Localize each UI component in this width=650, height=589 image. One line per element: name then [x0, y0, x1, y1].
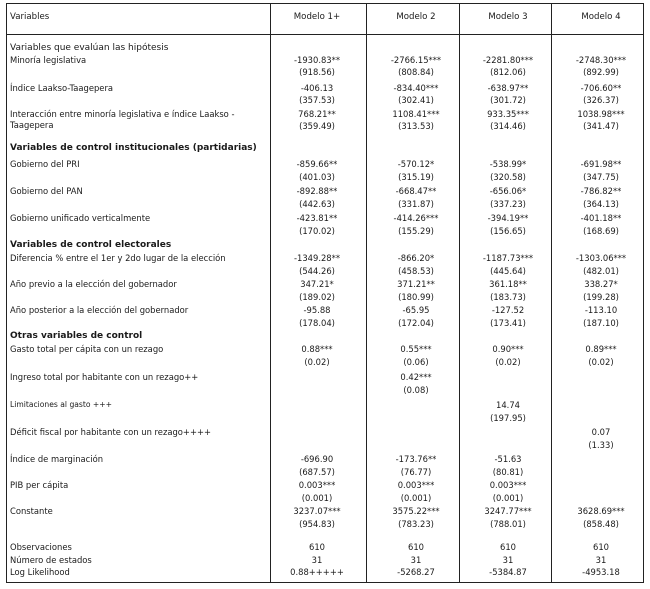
coef-cell: -668.47** — [395, 186, 437, 196]
coef-cell: 3628.69*** — [577, 506, 625, 516]
coef-cell: 933.35*** — [487, 109, 529, 119]
se-cell: (1.33) — [588, 440, 614, 450]
row-label: Limitaciones al gasto +++ — [10, 400, 112, 409]
se-cell: (0.08) — [403, 385, 429, 395]
coef-cell: 3237.07*** — [293, 506, 341, 516]
se-cell: (544.26) — [299, 266, 335, 276]
coef-cell: -423.81** — [296, 213, 338, 223]
stat-cell: 0.88+++++ — [290, 567, 344, 577]
coef-cell: 347.21* — [300, 279, 334, 289]
header-variables: Variables — [10, 12, 50, 22]
row-label: Constante — [10, 506, 53, 516]
coef-cell: -638.97** — [487, 83, 529, 93]
se-cell: (918.56) — [299, 67, 335, 77]
se-cell: (347.75) — [583, 172, 619, 182]
se-cell: (0.001) — [492, 493, 524, 503]
coef-cell: 1108.41*** — [392, 109, 440, 119]
coef-cell: 338.27* — [584, 279, 618, 289]
section-hypotheses: Variables que evalúan las hipótesis — [10, 43, 169, 53]
row-label: Gasto total per cápita con un rezago — [10, 344, 164, 354]
coef-cell: -691.98** — [580, 159, 622, 169]
se-cell: (178.04) — [299, 318, 335, 328]
se-cell: (783.23) — [398, 519, 434, 529]
header-model-2: Modelo 2 — [396, 12, 436, 22]
row-label: Gobierno del PAN — [10, 186, 83, 196]
coef-cell: 3247.77*** — [484, 506, 532, 516]
coef-cell: -1930.83** — [293, 55, 341, 65]
se-cell: (0.02) — [495, 357, 521, 367]
coef-cell: 0.89*** — [585, 344, 617, 354]
coef-cell: -2766.15*** — [390, 55, 442, 65]
coef-cell: -1349.28** — [293, 253, 341, 263]
stat-label: Log Likelihood — [10, 567, 70, 577]
coef-cell: 0.88*** — [301, 344, 333, 354]
row-label: Diferencia % entre el 1er y 2do lugar de la elección — [10, 253, 226, 263]
se-cell: (445.64) — [490, 266, 526, 276]
col-divider-4 — [551, 3, 552, 583]
se-cell: (341.47) — [583, 121, 619, 131]
coef-cell: 0.003*** — [489, 480, 527, 490]
se-cell: (458.53) — [398, 266, 434, 276]
header-rule — [6, 34, 644, 35]
coef-cell: -834.40*** — [393, 83, 439, 93]
stat-label: Número de estados — [10, 555, 92, 565]
se-cell: (199.28) — [583, 292, 619, 302]
row-label: Interacción entre minoría legislativa e índice Laakso - — [10, 109, 235, 119]
se-cell: (401.03) — [299, 172, 335, 182]
se-cell: (301.72) — [490, 95, 526, 105]
coef-cell: -127.52 — [491, 305, 525, 315]
coef-cell: 361.18** — [489, 279, 527, 289]
coef-cell: -95.88 — [303, 305, 331, 315]
se-cell: (313.53) — [398, 121, 434, 131]
row-label: Índice Laakso-Taagepera — [10, 83, 114, 93]
se-cell: (172.04) — [398, 318, 434, 328]
coef-cell: -65.95 — [402, 305, 430, 315]
se-cell: (155.29) — [398, 226, 434, 236]
coef-cell: -706.60** — [580, 83, 622, 93]
stat-cell: 31 — [410, 555, 422, 565]
se-cell: (858.48) — [583, 519, 619, 529]
coef-cell: -113.10 — [584, 305, 618, 315]
stat-cell: -5384.87 — [489, 567, 527, 577]
row-label: Déficit fiscal por habitante con un rezago++++ — [10, 427, 211, 437]
coef-cell: 1038.98*** — [577, 109, 625, 119]
coef-cell: -656.06* — [489, 186, 527, 196]
se-cell: (315.19) — [398, 172, 434, 182]
coef-cell: -1187.73*** — [482, 253, 534, 263]
se-cell: (331.87) — [398, 199, 434, 209]
coef-cell: 0.07 — [591, 427, 611, 437]
stat-cell: 31 — [502, 555, 514, 565]
coef-cell: 0.003*** — [298, 480, 336, 490]
se-cell: (337.23) — [490, 199, 526, 209]
se-cell: (812.06) — [490, 67, 526, 77]
row-label: Gobierno unificado verticalmente — [10, 213, 151, 223]
coef-cell: -696.90 — [300, 454, 334, 464]
stat-cell: 610 — [593, 542, 609, 552]
coef-cell: 0.003*** — [397, 480, 435, 490]
coef-cell: -866.20* — [397, 253, 435, 263]
se-cell: (156.65) — [490, 226, 526, 236]
se-cell: (482.01) — [583, 266, 619, 276]
coef-cell: 3575.22*** — [392, 506, 440, 516]
se-cell: (788.01) — [490, 519, 526, 529]
se-cell: (0.06) — [403, 357, 429, 367]
left-border — [6, 3, 7, 583]
coef-cell: 371.21** — [397, 279, 435, 289]
se-cell: (359.49) — [299, 121, 335, 131]
section-other-controls: Otras variables de control — [10, 331, 143, 341]
se-cell: (80.81) — [492, 467, 524, 477]
coef-cell: -2281.80*** — [482, 55, 534, 65]
se-cell: (954.83) — [299, 519, 335, 529]
se-cell: (320.58) — [490, 172, 526, 182]
se-cell: (0.001) — [400, 493, 432, 503]
stat-cell: 610 — [500, 542, 516, 552]
se-cell: (314.46) — [490, 121, 526, 131]
coef-cell: -786.82** — [580, 186, 622, 196]
stat-label: Observaciones — [10, 542, 72, 552]
coef-cell: -394.19** — [487, 213, 529, 223]
col-divider-1 — [270, 3, 271, 583]
row-label-cont: Taagepera — [10, 120, 54, 130]
coef-cell: -570.12* — [397, 159, 435, 169]
coef-cell: -401.18** — [580, 213, 622, 223]
coef-cell: -1303.06*** — [575, 253, 627, 263]
stat-cell: 610 — [309, 542, 325, 552]
se-cell: (168.69) — [583, 226, 619, 236]
se-cell: (0.02) — [304, 357, 330, 367]
row-label: Ingreso total por habitante con un rezago++ — [10, 372, 199, 382]
se-cell: (183.73) — [490, 292, 526, 302]
row-label: Gobierno del PRI — [10, 159, 80, 169]
coef-cell: 768.21** — [298, 109, 336, 119]
coef-cell: 0.90*** — [492, 344, 524, 354]
header-model-4: Modelo 4 — [581, 12, 621, 22]
top-rule — [6, 3, 644, 4]
se-cell: (687.57) — [299, 467, 335, 477]
row-label: Año posterior a la elección del gobernador — [10, 305, 189, 315]
coef-cell: -173.76** — [395, 454, 437, 464]
se-cell: (173.41) — [490, 318, 526, 328]
coef-cell: 14.74 — [496, 400, 520, 410]
coef-cell: -414.26*** — [393, 213, 439, 223]
se-cell: (326.37) — [583, 95, 619, 105]
header-model-3: Modelo 3 — [488, 12, 528, 22]
header-model-1: Modelo 1+ — [293, 12, 341, 22]
se-cell: (197.95) — [490, 413, 526, 423]
col-divider-3 — [459, 3, 460, 583]
stat-cell: -4953.18 — [582, 567, 620, 577]
coef-cell: -892.88** — [296, 186, 338, 196]
row-label: Año previo a la elección del gobernador — [10, 279, 177, 289]
se-cell: (892.99) — [583, 67, 619, 77]
se-cell: (170.02) — [299, 226, 335, 236]
row-label: Minoría legislativa — [10, 55, 87, 65]
row-label: PIB per cápita — [10, 480, 69, 490]
coef-cell: -51.63 — [494, 454, 522, 464]
se-cell: (180.99) — [398, 292, 434, 302]
coef-cell: 0.42*** — [400, 372, 432, 382]
stat-cell: 610 — [408, 542, 424, 552]
coef-cell: -406.13 — [300, 83, 334, 93]
row-label: Índice de marginación — [10, 454, 104, 464]
se-cell: (808.84) — [398, 67, 434, 77]
bottom-rule — [6, 582, 644, 583]
se-cell: (357.53) — [299, 95, 335, 105]
coef-cell: -859.66** — [296, 159, 338, 169]
se-cell: (189.02) — [299, 292, 335, 302]
regression-table — [6, 3, 644, 583]
coef-cell: 0.55*** — [400, 344, 432, 354]
col-divider-2 — [366, 3, 367, 583]
section-institutional: Variables de control institucionales (partidarias) — [10, 143, 257, 153]
stat-cell: -5268.27 — [397, 567, 435, 577]
se-cell: (76.77) — [400, 467, 432, 477]
stat-cell: 31 — [311, 555, 323, 565]
section-electoral: Variables de control electorales — [10, 240, 172, 250]
coef-cell: -2748.30*** — [575, 55, 627, 65]
se-cell: (442.63) — [299, 199, 335, 209]
stat-cell: 31 — [595, 555, 607, 565]
se-cell: (364.13) — [583, 199, 619, 209]
se-cell: (0.001) — [301, 493, 333, 503]
se-cell: (0.02) — [588, 357, 614, 367]
se-cell: (302.41) — [398, 95, 434, 105]
coef-cell: -538.99* — [489, 159, 527, 169]
se-cell: (187.10) — [583, 318, 619, 328]
